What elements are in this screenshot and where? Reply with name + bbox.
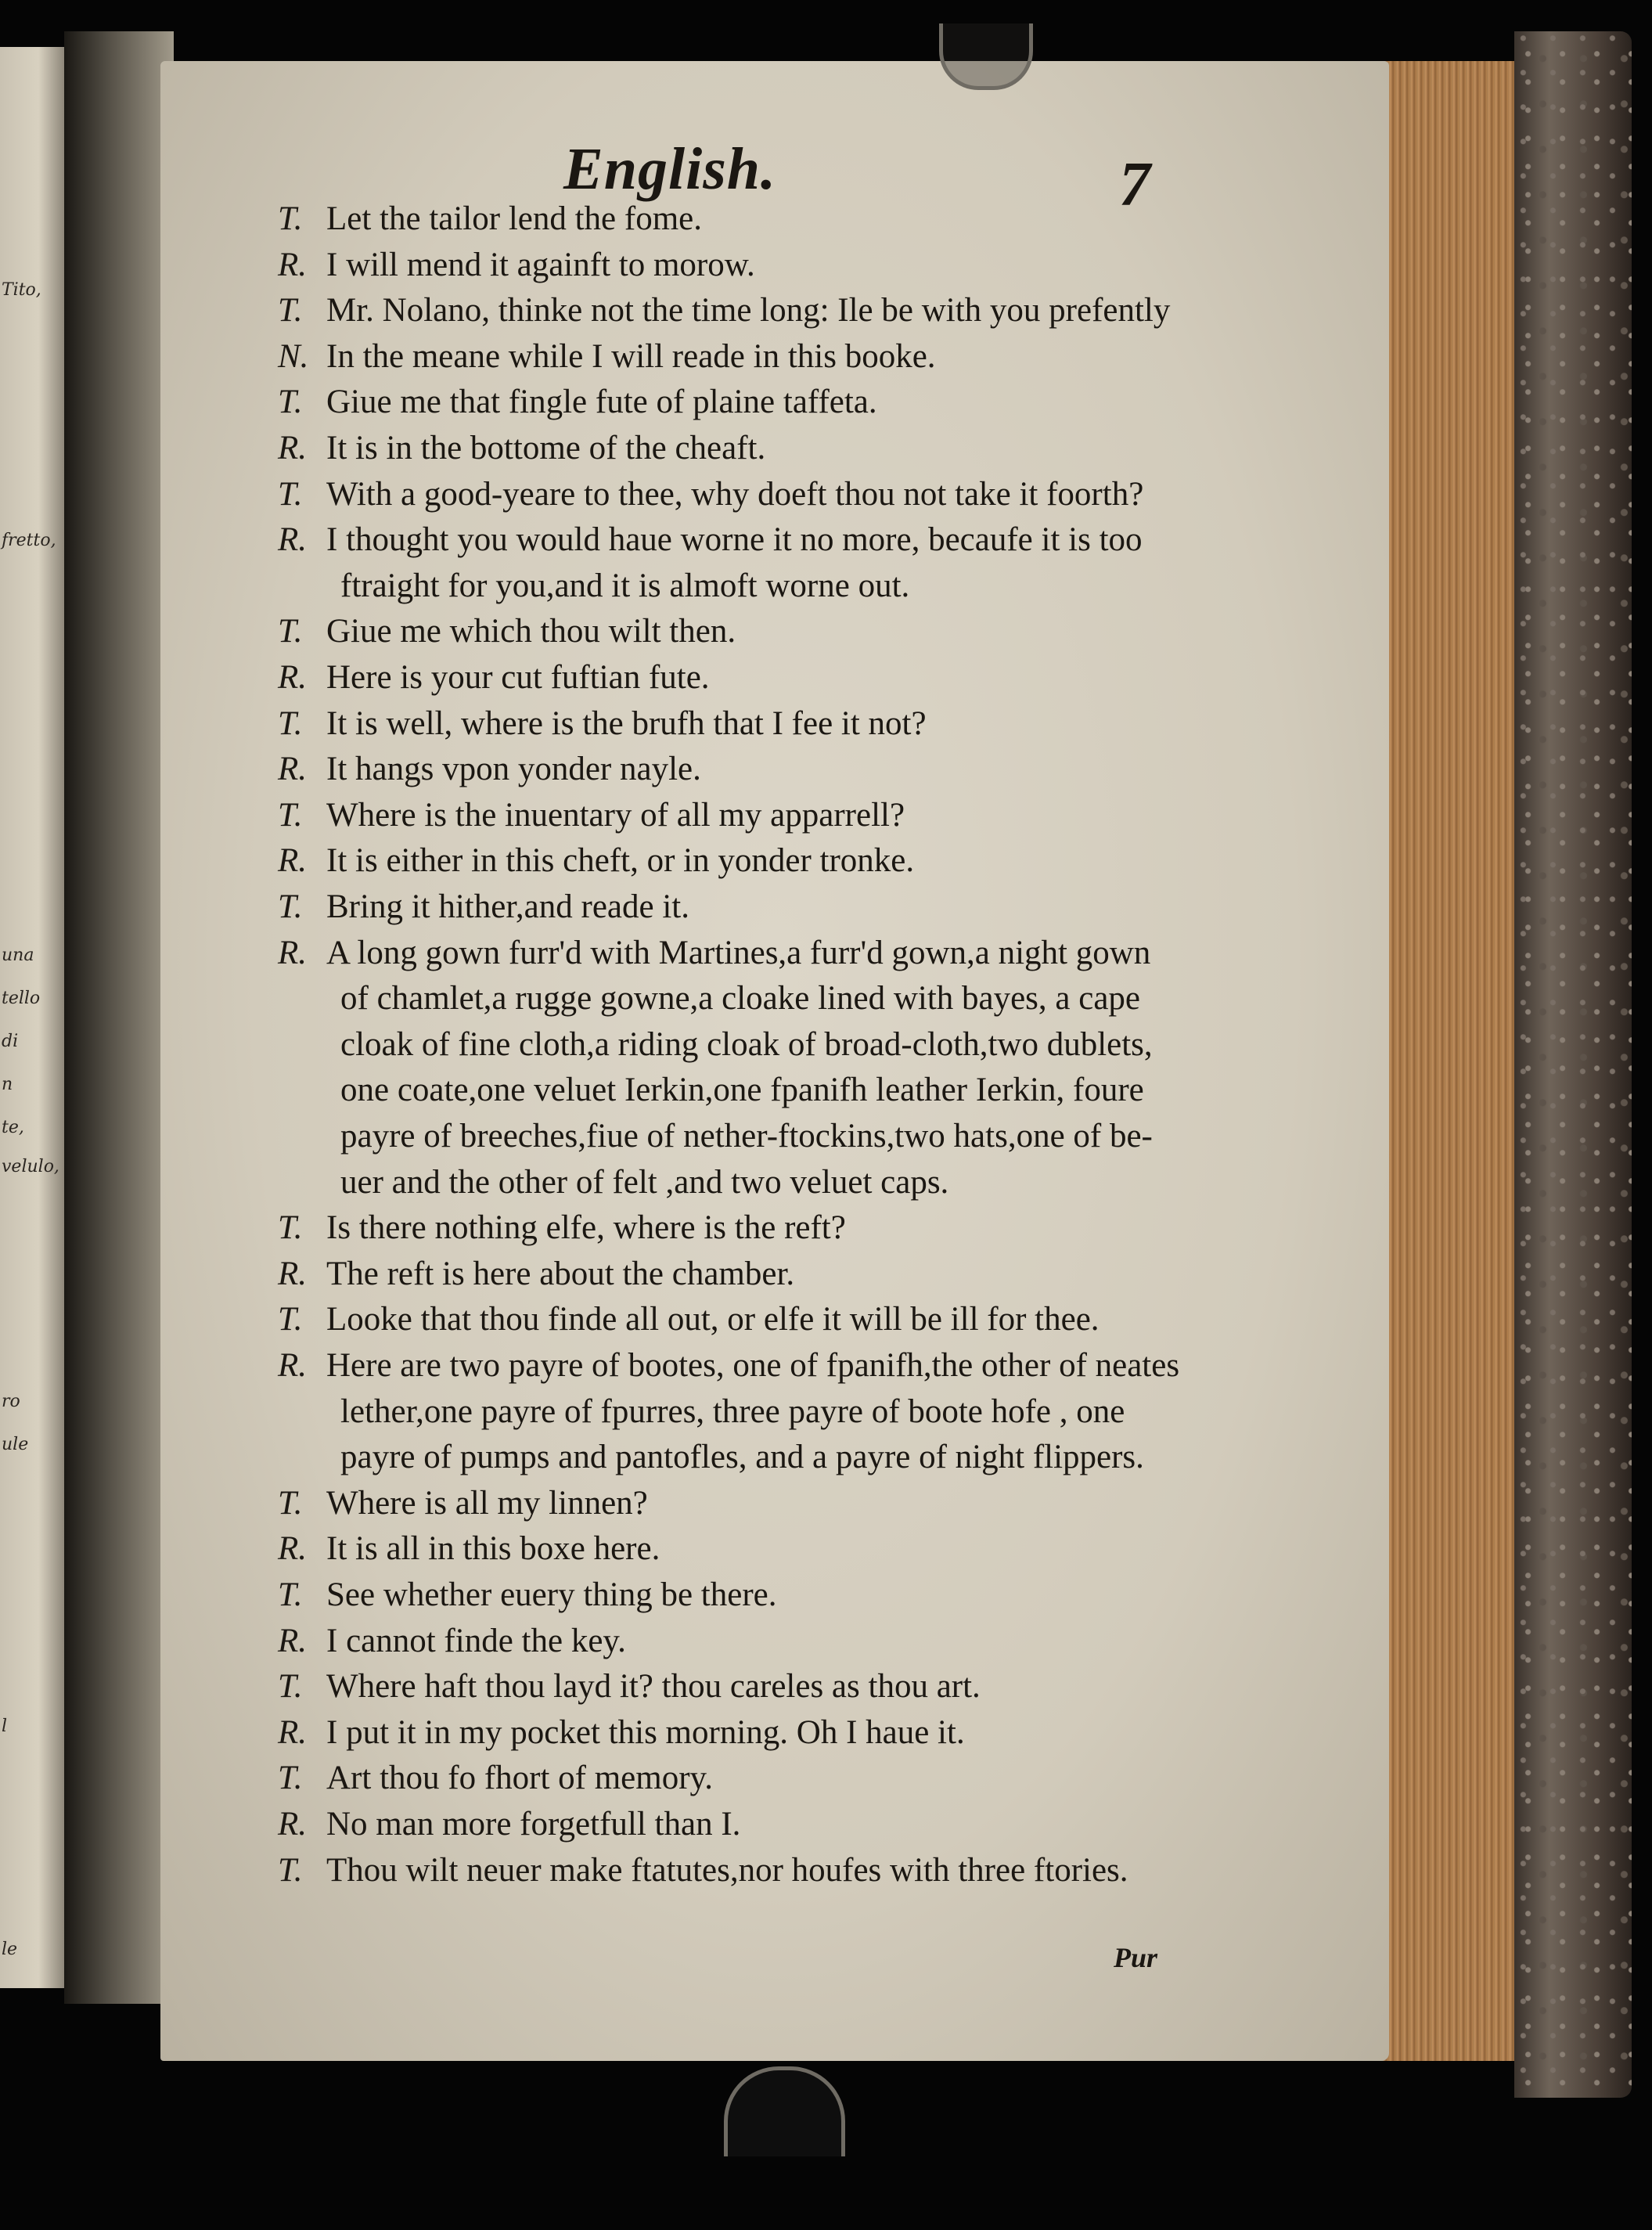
line-text: lether,one payre of fpurres, three payre of boote hofe , one: [340, 1392, 1125, 1430]
line-text: Art thou fo fhort of memory.: [326, 1760, 713, 1797]
speaker-label: T.: [278, 475, 303, 513]
dialogue-line: [340, 1165, 948, 1199]
line-text: cloak of fine cloth,a riding cloak of broad-cloth,two dublets,: [340, 1025, 1153, 1063]
book-clip-bottom: [724, 2066, 845, 2156]
line-text: It is well, where is the brufh that I fee it not?: [326, 704, 927, 742]
dialogue-line: [278, 1668, 981, 1706]
speaker-label: R.: [278, 521, 308, 559]
speaker-label: R.: [278, 659, 308, 696]
line-text: Where is all my linnen?: [326, 1484, 648, 1522]
line-text: of chamlet,a rugge gowne,a cloake lined with bayes, a cape: [340, 980, 1141, 1018]
line-text: Thou wilt neuer make ftatutes,nor houfes with three ftories.: [326, 1851, 1128, 1889]
speaker-label: T.: [278, 1851, 303, 1889]
speaker-label: R.: [278, 1622, 308, 1659]
dialogue-line: [340, 980, 1141, 1018]
line-text: Giue me which thou wilt then.: [326, 613, 736, 650]
dialogue-line: [278, 1578, 776, 1612]
line-text: Here are two payre of bootes, one of fpanifh,the other of neates: [326, 1347, 1180, 1384]
speaker-label: R.: [278, 934, 308, 971]
speaker-label: T.: [278, 613, 303, 650]
dialogue-line: [278, 1530, 660, 1568]
speaker-label: T.: [278, 384, 303, 421]
dialogue-line: [278, 1302, 1100, 1336]
speaker-label: R.: [278, 1806, 308, 1843]
running-header: English.: [563, 136, 777, 202]
margin-fragment: Tito,: [2, 280, 41, 300]
dialogue-line: [278, 1624, 626, 1658]
margin-fragment: di: [2, 1032, 19, 1051]
line-text: one coate,one veluet Ierkin,one fpanifh leather Ierkin, foure: [340, 1072, 1144, 1109]
speaker-label: T.: [278, 1301, 303, 1338]
margin-fragment: n: [2, 1075, 13, 1094]
dialogue-line: [278, 431, 765, 465]
line-text: I thought you would haue worne it no more, becaufe it is too: [326, 521, 1143, 559]
line-text: Where haft thou layd it? thou careles as thou art.: [326, 1668, 981, 1706]
speaker-label: T.: [278, 1209, 303, 1247]
line-text: In the meane while I will reade in this booke.: [326, 337, 936, 375]
speaker-label: T.: [278, 200, 303, 237]
speaker-label: R.: [278, 246, 308, 283]
dialogue-line: [278, 1713, 965, 1751]
catchword: Pur: [1114, 1942, 1158, 1973]
dialogue-line: [278, 1211, 846, 1245]
speaker-label: R.: [278, 842, 308, 880]
margin-fragment: velulo,: [2, 1157, 59, 1176]
dialogue-line: [278, 1851, 1128, 1889]
dialogue-line: [278, 890, 689, 924]
speaker-label: T.: [278, 1576, 303, 1613]
speaker-label: T.: [278, 292, 303, 330]
line-text: Mr. Nolano, thinke not the time long: Ile be with you prefently: [326, 292, 1171, 330]
facing-page-fragment: [0, 47, 64, 1988]
speaker-label: R.: [278, 1713, 308, 1751]
line-text: payre of pumps and pantofles, and a payre of night flippers.: [340, 1439, 1144, 1476]
dialogue-line: [278, 1807, 740, 1841]
dialogue-line: [278, 798, 905, 832]
dialogue-line: [278, 292, 1171, 330]
book-cover-board: [1514, 31, 1632, 2098]
margin-fragment: l: [2, 1717, 8, 1736]
line-text: Looke that thou finde all out, or elfe it will be ill for thee.: [326, 1301, 1100, 1338]
line-text: The reft is here about the chamber.: [326, 1255, 795, 1292]
line-text: Where is the inuentary of all my apparrell?: [326, 796, 905, 834]
dialogue-line: [278, 523, 1143, 557]
dialogue-line: [278, 385, 877, 419]
speaker-label: R.: [278, 751, 308, 788]
line-text: payre of breeches,fiue of nether-ftockins,two hats,one of be-: [340, 1118, 1153, 1155]
margin-fragment: ro: [2, 1392, 20, 1411]
dialogue-line: [278, 1486, 648, 1520]
speaker-label: N.: [278, 337, 309, 375]
dialogue-line: [340, 569, 909, 603]
dialogue-line: [278, 477, 1143, 511]
line-text: No man more forgetfull than I.: [326, 1806, 741, 1843]
book-page: [160, 61, 1389, 2061]
speaker-label: T.: [278, 796, 303, 834]
line-text: With a good-yeare to thee, why doeft thou not take it foorth?: [326, 475, 1144, 513]
speaker-label: T.: [278, 1668, 303, 1706]
dialogue-line: [340, 1440, 1144, 1474]
speaker-label: R.: [278, 1255, 308, 1292]
dialogue-line: [278, 661, 710, 694]
line-text: It is all in this boxe here.: [326, 1530, 660, 1568]
line-text: Bring it hither,and reade it.: [326, 888, 689, 925]
line-text: I cannot finde the key.: [326, 1622, 626, 1659]
margin-fragment: le: [2, 1940, 18, 1959]
dialogue-line: [340, 1119, 1153, 1153]
line-text: I will mend it againft to morow.: [326, 246, 755, 283]
dialogue-line: [278, 337, 936, 375]
margin-fragment: te,: [2, 1118, 24, 1137]
dialogue-line: [340, 1392, 1125, 1430]
speaker-label: T.: [278, 704, 303, 742]
book-clip-top: [939, 23, 1033, 90]
dialogue-line: [278, 1257, 794, 1291]
line-text: uer and the other of felt ,and two veluet caps.: [340, 1163, 949, 1201]
margin-fragment: fretto,: [2, 531, 56, 550]
speaker-label: R.: [278, 430, 308, 467]
dialogue-line: [278, 614, 736, 648]
dialogue-line: [278, 842, 915, 880]
line-text: It is in the bottome of the cheaft.: [326, 430, 766, 467]
dialogue-line: [340, 1073, 1144, 1107]
dialogue-line: [278, 936, 1150, 970]
page-text: [160, 61, 1389, 2061]
speaker-label: R.: [278, 1347, 308, 1384]
dialogue-line: [278, 752, 701, 786]
line-text: It hangs vpon yonder nayle.: [326, 751, 701, 788]
speaker-label: T.: [278, 1484, 303, 1522]
speaker-label: T.: [278, 888, 303, 925]
line-text: Let the tailor lend the fome.: [326, 200, 702, 237]
gutter-shadow: [64, 31, 174, 2004]
page-number: 7: [1119, 150, 1150, 219]
margin-fragment: una: [2, 946, 34, 965]
speaker-label: T.: [278, 1760, 303, 1797]
line-text: See whether euery thing be there.: [326, 1576, 777, 1613]
dialogue-line: [278, 1349, 1179, 1382]
dialogue-line: [278, 248, 755, 282]
book-fore-edge: [1381, 61, 1522, 2061]
dialogue-line: [340, 1025, 1153, 1063]
dialogue-line: [278, 202, 702, 236]
margin-fragment: ule: [2, 1435, 29, 1454]
speaker-label: R.: [278, 1530, 308, 1568]
line-text: Here is your cut fuftian fute.: [326, 659, 710, 696]
line-text: Giue me that fingle fute of plaine taffeta.: [326, 384, 877, 421]
margin-fragment: tello: [2, 989, 41, 1008]
dialogue-line: [278, 704, 927, 742]
line-text: Is there nothing elfe, where is the reft?: [326, 1209, 846, 1247]
line-text: I put it in my pocket this morning. Oh I haue it.: [326, 1713, 965, 1751]
line-text: A long gown furr'd with Martines,a furr'd gown,a night gown: [326, 934, 1151, 971]
line-text: ftraight for you,and it is almoft worne out.: [340, 567, 910, 604]
line-text: It is either in this cheft, or in yonder tronke.: [326, 842, 915, 880]
dialogue-line: [278, 1761, 713, 1795]
